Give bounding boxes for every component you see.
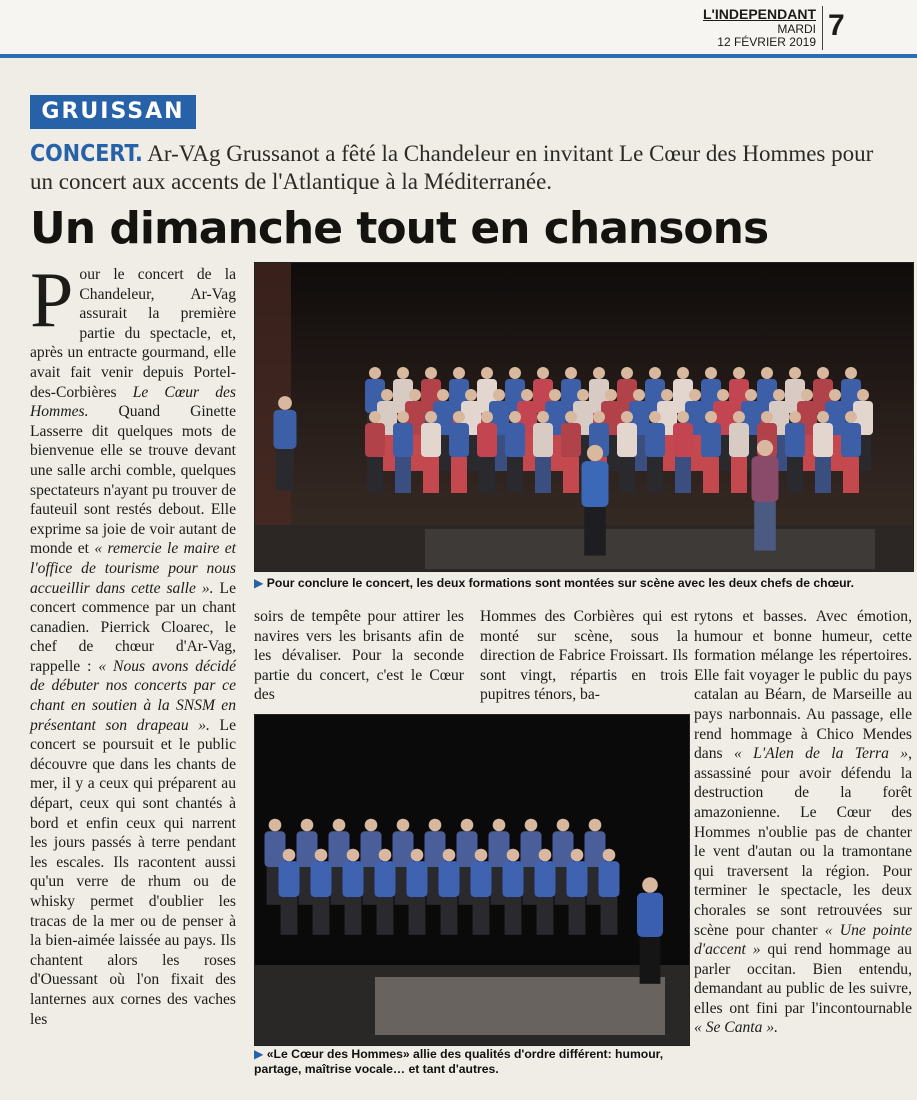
singer-figure [701,411,721,493]
section-tag: GRUISSAN [30,95,196,129]
caption-marker: ▶ [254,576,264,590]
article-column-4 [694,607,912,1038]
singer-figure [365,411,385,493]
text-run: « L'Alen de la Terra » [733,745,909,763]
photo-caption-1 [254,576,914,591]
caption-marker: ▶ [254,1047,264,1061]
singer-figure [673,411,693,493]
singer-figure [729,411,749,493]
column-text [694,607,912,1038]
singer-figure [785,411,805,493]
masthead-divider [822,6,823,50]
publication-date: 12 FÉVRIER 2019 [717,35,816,49]
text-run: Le Cœur des Hommes. [30,383,236,421]
text-run: qui rend hommage au parler occitan. Bien entendu, demandant au public de les suivre, elles ont fini par l'incontournable [694,941,912,1017]
singer-figure [645,411,665,493]
singer-figure [752,440,779,551]
text-run: Le concert commence par un chant canadien. Pierrick Cloarec, le chef de chœur d'Ar-Vag, rappelle : [30,579,236,675]
singer-figure [813,411,833,493]
singer-figure [617,411,637,493]
singer-figure [637,877,663,984]
singer-figure [535,849,556,935]
article-headline: Un dimanche tout en chansons [30,203,769,254]
page-number: 7 [828,9,845,42]
singer-figure [567,849,588,935]
caption-text: «Le Cœur des Hommes» allie des qualités d'ordre différent: humour, partage, maîtrise vocale… et tant d'autres. [254,1047,664,1076]
singer-figure [582,445,609,556]
caption-text: Pour conclure le concert, les deux formations sont montées sur scène avec les deux chefs de chœur. [266,576,854,590]
singer-figure [471,849,492,935]
text-run: Le concert se poursuit et le public découvre que dans les chants de mer, il y a ceux qui préparent au départ, ceux qui sont chantés à bord et enfin ceux qui narrent les jours passés à terre pendant les escales. Ils racontent aussi qu'un verre de rhum ou de whisky permet d'oublier les tracas de la mer ou de penser à la bien-aimée laissée au pays. Ils chantent alors les roses d'Ouessant où l'on fixait des lanternes aux cornes des vaches les [30,716,236,1028]
column-text [480,607,688,705]
deck-kicker: CONCERT. [30,141,143,167]
singer-figure [599,849,620,935]
men-choir-photo [254,714,690,1046]
drop-cap: P [30,256,74,343]
column-text [30,256,236,1029]
singer-figure [279,849,300,935]
masthead-rule [0,54,917,58]
singer-figure [439,849,460,935]
article-column-2 [254,607,464,705]
men-choir-photo-image [255,715,689,1045]
column-text [254,607,464,705]
newspaper-name: L'INDEPENDANT [703,6,816,22]
singer-figure [393,411,413,493]
singer-figure [477,411,497,493]
text-run: « Se Canta ». [694,1019,779,1037]
article-column-3 [480,607,688,705]
singer-figure [503,849,524,935]
singer-figure [561,411,581,493]
singer-figure [407,849,428,935]
singer-figure [505,411,525,493]
text-run: our le concert de la Chandeleur, Ar-Vag assurait la première partie du spectacle, et, après un entracte gourmand, elle avait fait venir depuis Portel-des-Corbières [30,266,236,401]
singer-figure [343,849,364,935]
choirs-stage-photo-image [255,263,913,571]
text-run: « Nous avons décidé de débuter nos concerts par ce chant en soutien à la SNSM en présentant son drapeau ». [30,657,236,734]
text-run: Hommes des Corbières qui est monté sur scène, sous la direction de Fabrice Froissart. Ils sont vingt, répartis en trois pupitres ténors, ba- [480,608,688,704]
singer-figure [841,411,861,493]
photo-caption-2 [254,1047,694,1077]
text-run: , assassiné pour avoir défendu la destruction de la forêt amazonienne. Le Cœur des Hommes n'oublie pas de chanter le vent d'autan ou la tramontane qui traversent la région. Pour terminer le spectacle, les deux chorales se sont retrouvées sur scène pour chanter [694,745,912,939]
text-run: « Une pointe d'accent » [694,921,912,959]
text-run: rytons et basses. Avec émotion, humour et bonne humeur, cette formation mélange les répertoires. Elle fait voyager le public du pays catalan au Béarn, de Marseille au pays narbonnais. Au passage, elle rend hommage à Chico Mendes dans [694,608,912,763]
text-run: « remercie le maire et l'office de tourisme pour nous accueillir dans cette salle ». [30,540,236,597]
deck-text: Ar-VAg Grussanot a fêté la Chandeleur en invitant Le Cœur des Hommes pour un concert aux accents de l'Atlantique à la Méditerranée. [30,141,874,194]
article-column-1 [30,256,236,1029]
singer-figure [311,849,332,935]
singer-figure [449,411,469,493]
singer-figure [533,411,553,493]
article-deck [30,140,890,196]
publication-day: MARDI [777,22,816,36]
text-run: soirs de tempête pour attirer les navires vers les brisants afin de les dévaliser. Pour la seconde partie du concert, c'est le Cœur des [254,608,464,704]
text-run: Quand Ginette Lasserre dit quelques mots de bienvenue elle se trouve devant une salle archi comble, quelques spectateurs n'ayant pu trouver de fauteuil sont restés debout. Elle exprime sa joie de voir autant de monde et [30,403,236,558]
singer-figure [274,396,297,490]
singer-figure [375,849,396,935]
choirs-stage-photo [254,262,914,572]
singer-figure [421,411,441,493]
